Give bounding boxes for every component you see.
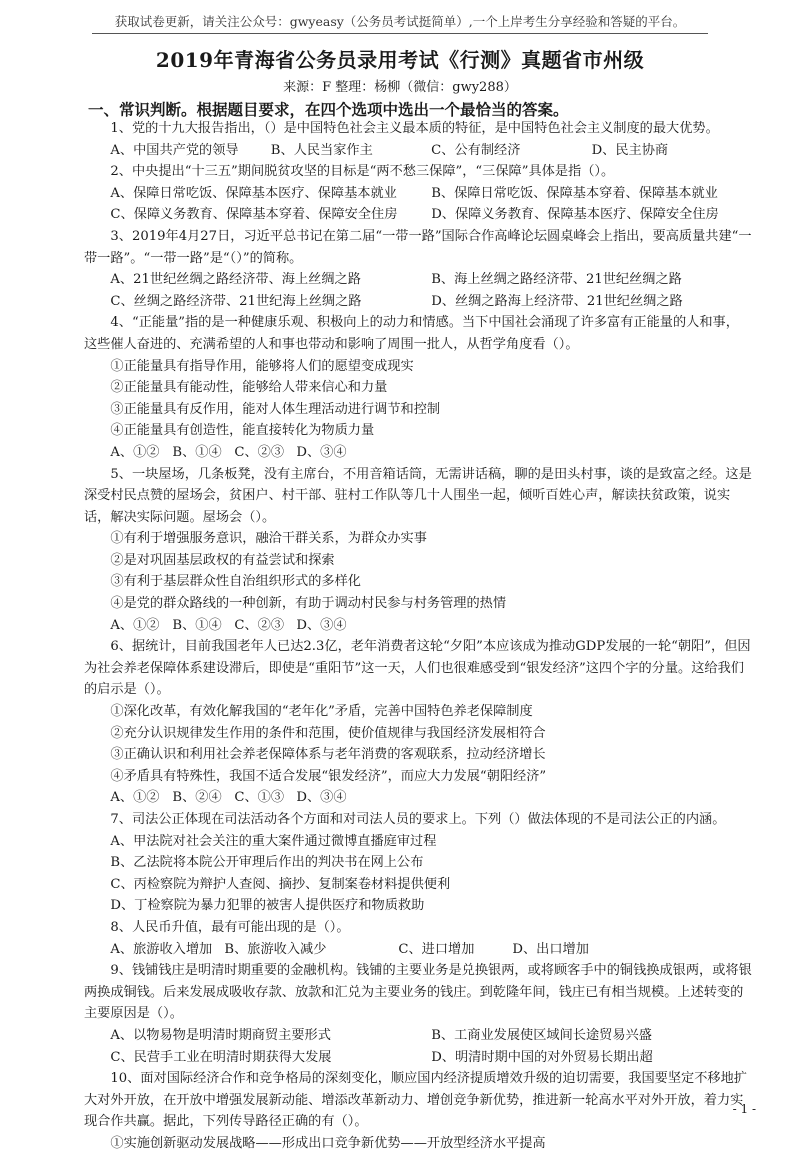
option-b: B、①④ (172, 617, 222, 633)
option-a: A、21世纪丝绸之路经济带、海上丝绸之路 (110, 272, 361, 288)
option-d: D、③④ (296, 444, 347, 460)
question-3-stem: 3、2019年4月27日，习近平总书记在第二届“一带一路”国际合作高峰论坛圆桌峰会上指出，要高质量共建“一带一路”。“一带一路”是“（）”的简称。 (84, 228, 752, 266)
option-c: C、民营手工业在明清时期获得大发展 (110, 1049, 332, 1065)
question-6-options (84, 787, 752, 809)
option-d: D、③④ (296, 617, 347, 633)
question-5-item-2: ②是对巩固基层政权的有益尝试和探索 (110, 552, 335, 568)
option-c: C、②③ (234, 444, 285, 460)
option-b: B、乙法院将本院公开审理后作出的判决书在网上公布 (110, 855, 424, 871)
question-4-stem: 4、“正能量”指的是一种健康乐观、积极向上的动力和情感。当下中国社会涌现了许多富有正能量的人和事，这些催人奋进的、充满希望的人和事也带动和影响了周围一批人，从哲学角度看（）。 (84, 315, 739, 352)
option-b: B、保障日常吃饭、保障基本穿着、保障基本就业 (431, 185, 718, 201)
question-10-stem: 10、面对国际经济合作和竞争格局的深刻变化，顺应国内经济提质增效升级的迫切需要，我国要坚定不移地扩大对外开放，在开放中增强发展新动能、增添改革新动力、增创竞争新优势，推进新一轮高水平对外开放，着力实现合作共赢。据此，下列传导路径正确的有（）。 (84, 1071, 747, 1130)
option-a: A、保障日常吃饭、保障基本医疗、保障基本就业 (110, 185, 397, 201)
option-c: C、保障义务教育、保障基本穿着、保障安全住房 (110, 207, 398, 223)
option-d: D、保障义务教育、保障基本医疗、保障安全住房 (431, 207, 719, 223)
question-list (84, 118, 752, 1155)
question-6-item-4: ④矛盾具有特殊性，我国不适合发展“银发经济”，而应大力发展“朝阳经济” (110, 768, 547, 784)
question-7-stem: 7、司法公正体现在司法活动各个方面和对司法人员的要求上。下列（）做法体现的不是司法公正的内涵。 (110, 812, 726, 827)
option-d: D、民主协商 (591, 142, 669, 158)
question-3-options-row2 (84, 291, 752, 313)
option-b: B、②④ (172, 790, 222, 806)
question-10-item-1: ①实施创新驱动发展战略——形成出口竞争新优势——开放型经济水平提高 (110, 1135, 546, 1151)
question-3-options-row1 (84, 269, 752, 291)
option-c: C、进口增加 (398, 941, 475, 957)
question-4-item-1: ①正能量具有指导作用，能够将人们的愿望变成现实 (110, 358, 414, 374)
option-c: C、①③ (234, 790, 285, 806)
question-5-stem: 5、一块屋场，几条板凳，没有主席台，不用音箱话筒，无需讲话稿，聊的是田头村事，谈的是致富之经。这是深受村民点赞的屋场会，贫困户、村干部、驻村工作队等几十人围坐一起，倾听百姓心声，解读扶贫政策，说实话，解决实际问题。屋场会（）。 (84, 466, 752, 525)
option-c: C、丝绸之路经济带、21世纪海上丝绸之路 (110, 293, 362, 309)
option-a: A、甲法院对社会关注的重大案件通过微博直播庭审过程 (110, 833, 437, 849)
option-a: A、以物易物是明清时期商贸主要形式 (110, 1027, 331, 1043)
document-title: 2019年青海省公务员录用考试《行测》真题省市州级 (155, 48, 645, 72)
question-8-options (84, 939, 752, 961)
option-b: B、人民当家作主 (270, 142, 373, 158)
option-a: A、①② (110, 790, 160, 806)
question-4-item-4: ④正能量具有创造性，能直接转化为物质力量 (110, 423, 375, 439)
option-d: D、出口增加 (512, 941, 589, 957)
question-4-item-2: ②正能量具有能动性，能够给人带来信心和力量 (110, 380, 388, 396)
question-2-options-row1 (84, 183, 752, 205)
question-9-stem: 9、钱铺钱庄是明清时期重要的金融机构。钱铺的主要业务是兑换银两，或将顾客手中的铜钱换成银两，或将银两换成铜钱。后来发展成吸收存款、放款和汇兑为主要业务的钱庄。到乾隆年间，钱庄已有相当规模。上述转变的主要原因是（）。 (84, 963, 752, 1022)
question-9-options-row1 (84, 1025, 752, 1047)
option-d: D、丁检察院为暴力犯罪的被害人提供医疗和物质救助 (110, 898, 425, 914)
option-a: A、中国共产党的领导 (110, 142, 239, 158)
option-b: B、工商业发展使区域间长途贸易兴盛 (431, 1027, 652, 1043)
question-9-options-row2 (84, 1047, 752, 1069)
question-2-options-row2 (84, 204, 752, 226)
document-source: 来源：F 整理：杨柳（微信：gwy288） (283, 80, 517, 95)
question-5-options (84, 615, 752, 637)
question-8-stem: 8、人民币升值，最有可能出现的是（）。 (110, 919, 350, 935)
option-d: D、明清时期中国的对外贸易长期出超 (431, 1049, 653, 1065)
option-a: A、①② (110, 617, 160, 633)
question-6-item-3: ③正确认识和利用社会养老保障体系与老年消费的客观联系，拉动经济增长 (110, 747, 546, 763)
option-b: B、海上丝绸之路经济带、21世纪丝绸之路 (431, 272, 682, 288)
option-d: D、丝绸之路海上经济带、21世纪丝绸之路 (431, 293, 683, 309)
option-a: A、旅游收入增加 (110, 941, 213, 957)
question-1-options (84, 140, 752, 162)
option-b: B、①④ (172, 444, 222, 460)
option-c: C、②③ (234, 617, 285, 633)
question-5-item-4: ④是党的群众路线的一种创新，有助于调动村民参与村务管理的热情 (110, 596, 507, 612)
page-header (0, 0, 800, 40)
section-heading: 一、常识判断。根据题目要求，在四个选项中选出一个最恰当的答案。 (88, 100, 569, 119)
option-b: B、旅游收入减少 (224, 941, 327, 957)
option-c: C、公有制经济 (431, 142, 521, 158)
question-2-stem: 2、中央提出“十三五”期间脱贫攻坚的目标是“两不愁三保障”，“三保障”具体是指（）。 (110, 164, 615, 180)
header-note: 获取试卷更新，请关注公众号：gwyeasy（公务员考试挺简单）,一个上岸考生分享经验和答疑的平台。 (114, 14, 686, 29)
question-1-stem: 1、党的十九大报告指出，（）是中国特色社会主义最本质的特征，是中国特色社会主义制度的最大优势。 (110, 121, 719, 136)
option-c: C、丙检察院为辩护人查阅、摘抄、复制案卷材料提供便利 (110, 876, 451, 892)
question-5-item-3: ③有利于基层群众性自治组织形式的多样化 (110, 574, 361, 590)
question-6-item-2: ②充分认识规律发生作用的条件和范围，使价值规律与我国经济发展相符合 (110, 725, 546, 741)
question-5-item-1: ①有利于增强服务意识，融洽干群关系，为群众办实事 (110, 531, 427, 547)
page-number: - 1 - (732, 1102, 756, 1116)
question-6-item-1: ①深化改革，有效化解我国的“老年化”矛盾，完善中国特色养老保障制度 (110, 704, 533, 720)
question-4-options (84, 442, 752, 464)
question-6-stem: 6、据统计，目前我国老年人已达2.3亿，老年消费者这轮“夕阳”本应该成为推动GDP发展的一轮“朝阳”，但因为社会养老保障体系建设滞后，即使是“重阳节”这一天，人们也很难感受到“银发经济”这四个字的分量。这给我们的启示是（）。 (84, 639, 751, 698)
header-divider (92, 33, 708, 34)
option-a: A、①② (110, 444, 160, 460)
question-4-item-3: ③正能量具有反作用，能对人体生理活动进行调节和控制 (110, 401, 441, 417)
option-d: D、③④ (296, 790, 347, 806)
